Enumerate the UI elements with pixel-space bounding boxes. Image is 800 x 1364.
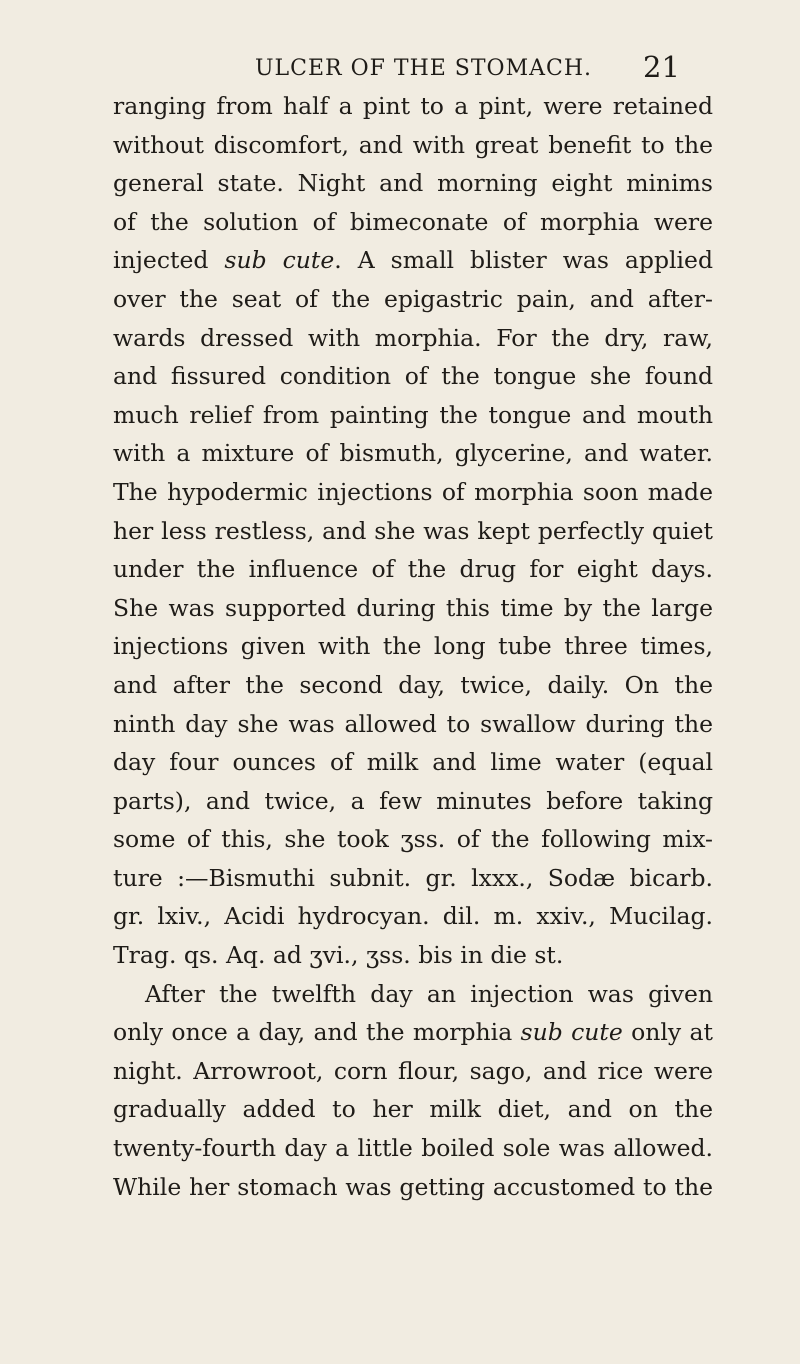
text-line xyxy=(113,1013,713,1052)
text-line: under the influence of the drug for eight days. xyxy=(113,555,713,584)
running-head: ULCER OF THE STOMACH. xyxy=(255,56,593,81)
text-line: wards dressed with morphia. For the dry, raw, xyxy=(113,323,713,352)
text-run: only once a day, and the morphia xyxy=(113,1018,521,1047)
text-line: day four ounces of milk and lime water (equal xyxy=(113,748,713,777)
text-line: her less restless, and she was kept perfectly quiet xyxy=(113,516,713,545)
text-line: While her stomach was getting accustomed to the xyxy=(113,1172,713,1201)
text-line: with a mixture of bismuth, glycerine, and water. xyxy=(113,439,713,468)
text-line: of the solution of bimeconate of morphia were xyxy=(113,207,713,236)
text-line: gr. lxiv., Acidi hydrocyan. dil. m. xxiv., Mucilag. xyxy=(113,902,713,931)
text-line: Trag. qs. Aq. ad ʒvi., ʒss. bis in die st. xyxy=(113,941,564,970)
text-line: gradually added to her milk diet, and on the xyxy=(113,1095,713,1124)
italic-term: sub cute xyxy=(224,246,335,275)
text-line: and after the second day, twice, daily. On the xyxy=(113,670,713,699)
page-number: 21 xyxy=(643,50,680,84)
italic-term: sub cute xyxy=(520,1018,623,1047)
text-line: ranging from half a pint to a pint, were retained xyxy=(113,92,713,120)
text-line: ture :—Bismuthi subnit. gr. lxxx., Sodæ bicarb. xyxy=(113,863,713,892)
text-run: injected xyxy=(113,246,225,275)
text-run: . A small blister was applied xyxy=(334,246,713,275)
text-line: over the seat of the epigastric pain, and after- xyxy=(113,284,713,313)
body-text xyxy=(113,87,713,1206)
text-line: much relief from painting the tongue and mouth xyxy=(113,400,713,429)
text-line: some of this, she took ʒss. of the following mix- xyxy=(113,825,713,854)
text-line: twenty-fourth day a little boiled sole was allowed. xyxy=(113,1134,713,1163)
text-line: After the twelfth day an injection was given xyxy=(145,979,713,1008)
text-line: parts), and twice, a few minutes before taking xyxy=(113,786,713,815)
text-line: without discomfort, and with great benefit to the xyxy=(113,130,713,159)
text-line: ninth day she was allowed to swallow during the xyxy=(113,709,713,738)
text-line: injections given with the long tube three times, xyxy=(113,632,713,661)
text-line xyxy=(113,241,713,280)
text-line: The hypodermic injections of morphia soon made xyxy=(113,477,713,506)
text-line: and fissured condition of the tongue she found xyxy=(113,362,713,391)
text-line: She was supported during this time by the large xyxy=(113,593,713,622)
page-header xyxy=(0,50,800,90)
text-line: night. Arrowroot, corn flour, sago, and rice were xyxy=(113,1056,713,1085)
text-run: only at xyxy=(622,1018,713,1047)
text-line: general state. Night and morning eight minims xyxy=(113,169,713,198)
